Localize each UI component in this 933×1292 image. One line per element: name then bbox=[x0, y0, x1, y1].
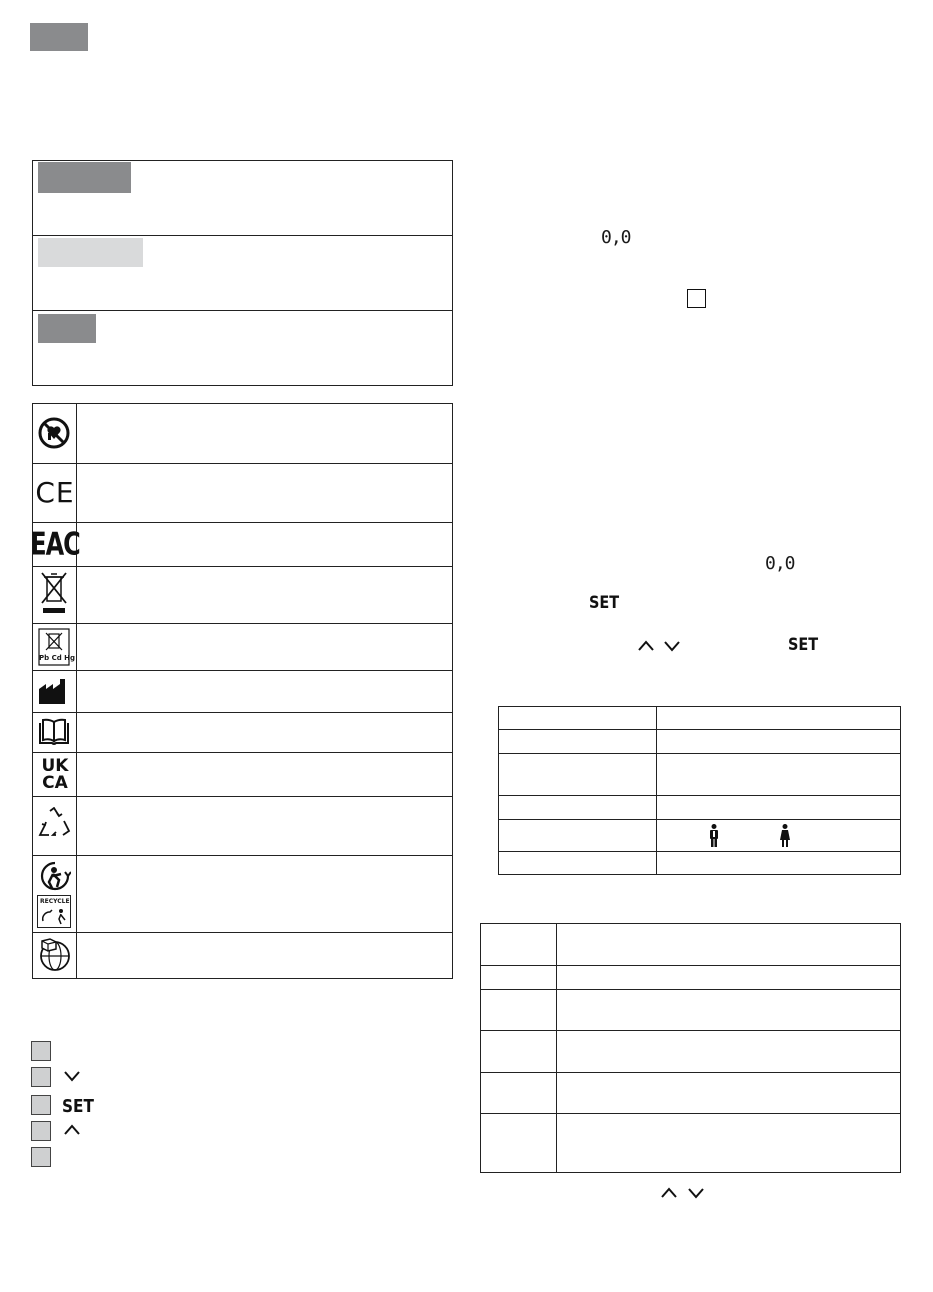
symbols-row-divider bbox=[32, 796, 453, 797]
globe-package-icon bbox=[37, 937, 73, 973]
up-arrow-icon bbox=[637, 640, 655, 652]
manufacturer-icon bbox=[37, 675, 71, 707]
symbols-row-divider bbox=[32, 752, 453, 753]
warning-label-tab bbox=[38, 162, 131, 193]
symbols-row-divider bbox=[32, 855, 453, 856]
symbols-row-divider bbox=[32, 566, 453, 567]
warning-box bbox=[32, 160, 453, 386]
display-reading: 0,0 bbox=[601, 227, 631, 248]
male-icon bbox=[709, 824, 719, 848]
symbols-row-divider bbox=[32, 623, 453, 624]
female-icon bbox=[779, 824, 791, 848]
error-row-divider bbox=[480, 1113, 901, 1114]
crossed-bin-icon bbox=[38, 569, 70, 619]
symbols-row-divider bbox=[32, 712, 453, 713]
warning-divider bbox=[32, 235, 453, 236]
ce-mark-icon: CE bbox=[35, 476, 75, 509]
key-square bbox=[31, 1121, 51, 1141]
key-square bbox=[31, 1095, 51, 1115]
down-arrow-icon bbox=[663, 640, 681, 652]
up-arrow-icon bbox=[63, 1124, 81, 1136]
settings-row-divider bbox=[498, 851, 901, 852]
settings-table-col-divider bbox=[656, 706, 657, 875]
down-arrow-icon bbox=[687, 1187, 705, 1199]
key-square bbox=[31, 1067, 51, 1087]
error-codes-table bbox=[480, 923, 901, 1173]
recycle-loop-icon bbox=[36, 806, 72, 840]
set-key-label: SET bbox=[788, 635, 819, 655]
caution-label-tab bbox=[38, 238, 143, 267]
error-row-divider bbox=[480, 965, 901, 966]
tidy-man-recycle-icon bbox=[38, 860, 72, 892]
display-reading: 0,0 bbox=[765, 553, 795, 574]
key-square bbox=[31, 1147, 51, 1167]
settings-table bbox=[498, 706, 901, 875]
symbols-row-divider bbox=[32, 522, 453, 523]
read-manual-icon bbox=[37, 716, 71, 748]
symbols-table-col-divider bbox=[76, 403, 77, 979]
symbols-table bbox=[32, 403, 453, 979]
key-square bbox=[31, 1041, 51, 1061]
symbols-row-divider bbox=[32, 932, 453, 933]
settings-row-divider bbox=[498, 753, 901, 754]
symbols-row-divider bbox=[32, 670, 453, 671]
error-row-divider bbox=[480, 1072, 901, 1073]
battery-chem-label: Pb Cd Hg bbox=[39, 654, 76, 662]
set-key-label: SET bbox=[589, 593, 620, 613]
recycle-label: RECYCLE bbox=[40, 898, 70, 905]
settings-row-divider bbox=[498, 729, 901, 730]
set-key-label: SET bbox=[62, 1096, 94, 1117]
up-arrow-icon bbox=[660, 1187, 678, 1199]
note-label-tab bbox=[38, 314, 96, 343]
error-table-col-divider bbox=[556, 923, 557, 1173]
section-header-tab bbox=[30, 23, 88, 51]
error-row-divider bbox=[480, 1030, 901, 1031]
recycle-figure-icon bbox=[40, 907, 68, 925]
symbols-row-divider bbox=[32, 463, 453, 464]
no-pacemaker-icon bbox=[37, 416, 71, 450]
display-box-icon bbox=[687, 289, 706, 308]
eac-mark-icon: EAC bbox=[30, 525, 80, 563]
caution-divider bbox=[32, 310, 453, 311]
error-row-divider bbox=[480, 989, 901, 990]
down-arrow-icon bbox=[63, 1070, 81, 1082]
settings-row-divider bbox=[498, 819, 901, 820]
ukca-mark-icon: UK CA bbox=[41, 756, 69, 793]
settings-row-divider bbox=[498, 795, 901, 796]
